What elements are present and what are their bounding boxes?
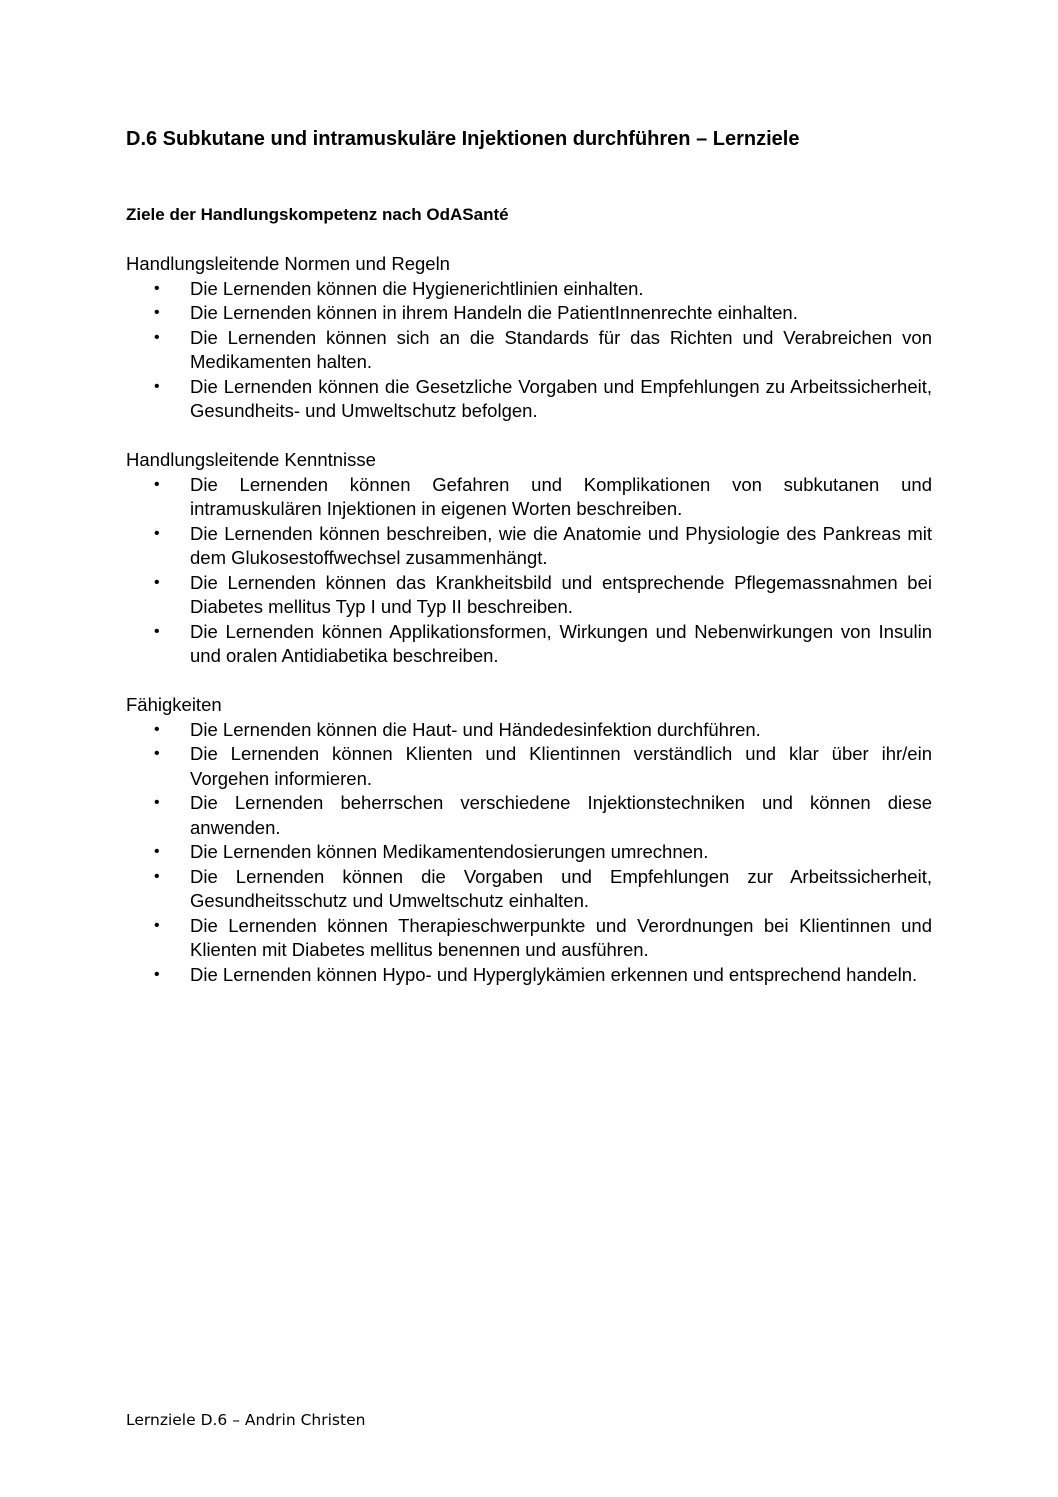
list-item: • Die Lernenden können die Haut- und Händedesinfektion durchführen.: [126, 718, 932, 743]
list-item: • Die Lernenden können Therapieschwerpunkte und Verordnungen bei Klientinnen und Klienten mit Diabetes mellitus benennen und ausführen.: [126, 914, 932, 963]
page-title: D.6 Subkutane und intramuskuläre Injektionen durchführen – Lernziele: [126, 128, 800, 150]
list-item: • Die Lernenden können sich an die Standards für das Richten und Verabreichen von Medikamenten halten.: [126, 326, 932, 375]
goal-list: [126, 718, 932, 988]
list-item: • Die Lernenden können Hypo- und Hyperglykämien erkennen und entsprechend handeln.: [126, 963, 932, 988]
list-item: • Die Lernenden können das Krankheitsbild und entsprechende Pflegemassnahmen bei Diabetes mellitus Typ I und Typ II beschreiben.: [126, 571, 932, 620]
section-heading: Handlungsleitende Normen und Regeln: [126, 253, 450, 274]
section-heading: Handlungsleitende Kenntnisse: [126, 449, 376, 470]
section-kenntnisse: [126, 448, 932, 669]
list-item: • Die Lernenden können beschreiben, wie die Anatomie und Physiologie des Pankreas mit dem Glukosestoffwechsel zusammenhängt.: [126, 522, 932, 571]
page-footer: Lernziele D.6 – Andrin Christen: [126, 1411, 366, 1429]
section-heading: Fähigkeiten: [126, 694, 222, 715]
list-item: • Die Lernenden beherrschen verschiedene Injektionstechniken und können diese anwenden.: [126, 791, 932, 840]
learning-goals-content: [126, 252, 932, 1012]
list-item: • Die Lernenden können in ihrem Handeln die PatientInnenrechte einhalten.: [126, 301, 932, 326]
section-subtitle: Ziele der Handlungskompetenz nach OdASanté: [126, 205, 509, 224]
list-item: • Die Lernenden können die Vorgaben und Empfehlungen zur Arbeitssicherheit, Gesundheitsschutz und Umweltschutz einhalten.: [126, 865, 932, 914]
list-item: • Die Lernenden können die Gesetzliche Vorgaben und Empfehlungen zu Arbeitssicherheit, Gesundheits- und Umweltschutz befolgen.: [126, 375, 932, 424]
goal-list: [126, 277, 932, 424]
list-item: • Die Lernenden können Applikationsformen, Wirkungen und Nebenwirkungen von Insulin und oralen Antidiabetika beschreiben.: [126, 620, 932, 669]
section-faehigkeiten: [126, 693, 932, 987]
list-item: • Die Lernenden können die Hygienerichtlinien einhalten.: [126, 277, 932, 302]
section-normen-regeln: [126, 252, 932, 424]
goal-list: [126, 473, 932, 669]
list-item: • Die Lernenden können Klienten und Klientinnen verständlich und klar über ihr/ein Vorgehen informieren.: [126, 742, 932, 791]
list-item: • Die Lernenden können Gefahren und Komplikationen von subkutanen und intramuskulären Injektionen in eigenen Worten beschreiben.: [126, 473, 932, 522]
list-item: • Die Lernenden können Medikamentendosierungen umrechnen.: [126, 840, 932, 865]
